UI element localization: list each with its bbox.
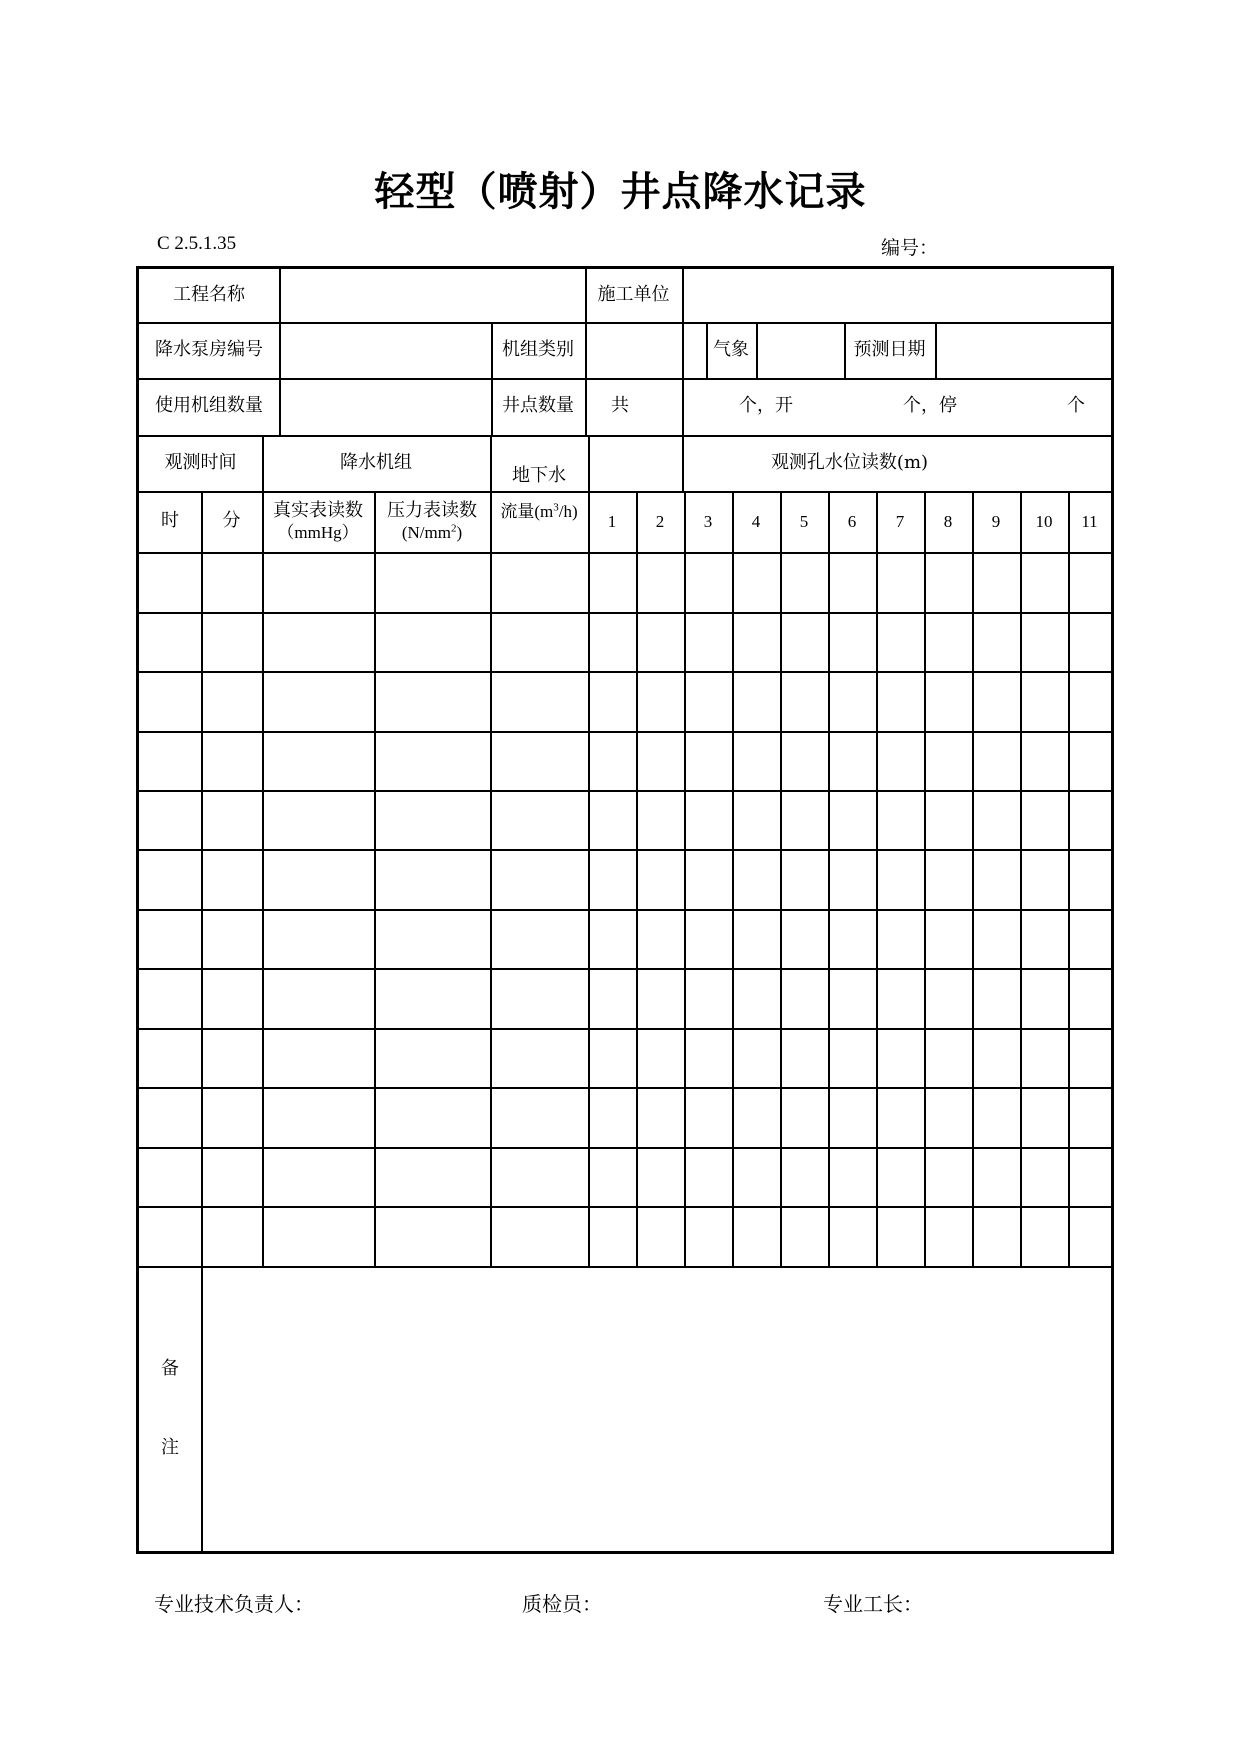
hole-2-header: 2 [655, 511, 665, 531]
well-unit-suffix: 个 [1067, 395, 1085, 417]
data-rows-area[interactable] [139, 552, 1111, 1266]
vacuum-reading-header [262, 491, 374, 552]
hole-3-header: 3 [703, 511, 713, 531]
record-table [136, 266, 1114, 1554]
unit-type-field[interactable] [585, 322, 706, 378]
hole-7-header: 7 [895, 511, 905, 531]
pressure-label: 压力表读数 [387, 499, 477, 521]
weather-field[interactable] [756, 322, 844, 378]
tech-lead-signature-label: 专业技术负责人： [154, 1592, 314, 1616]
forecast-date-label: 预测日期 [853, 338, 926, 360]
hole-5-header: 5 [799, 511, 809, 531]
observe-time-header: 观测时间 [164, 451, 237, 473]
well-total-label: 共 [611, 395, 629, 417]
construction-unit-field[interactable] [682, 269, 1111, 322]
minute-header: 分 [222, 510, 241, 532]
remarks-field[interactable] [201, 1266, 1111, 1551]
vacuum-label: 真实表读数 [273, 499, 363, 521]
weather-label: 气象 [713, 338, 749, 360]
hole-10-header: 10 [1035, 511, 1053, 531]
hole-8-header: 8 [943, 511, 953, 531]
groundwater-flow-header [490, 435, 588, 552]
inspector-signature-label: 质检员： [522, 1592, 602, 1616]
hole-1-header: 1 [607, 511, 617, 531]
units-used-label: 使用机组数量 [155, 395, 263, 417]
hour-header: 时 [161, 510, 179, 532]
hole-readings-header: 观测孔水位读数(m) [770, 451, 929, 473]
forecast-date-field[interactable] [935, 322, 1111, 378]
project-name-field[interactable] [279, 269, 585, 322]
hole-11-header: 11 [1081, 511, 1098, 531]
foreman-signature-label: 专业工长： [823, 1592, 923, 1616]
hole-9-header: 9 [991, 511, 1001, 531]
well-open-label: 个，开 [739, 395, 793, 417]
pressure-unit: $(N/mm^2)$ [401, 522, 463, 543]
well-count-label: 井点数量 [502, 395, 574, 417]
units-used-field[interactable] [279, 378, 491, 435]
pump-room-no-field[interactable] [279, 322, 491, 378]
hole-4-header: 4 [751, 511, 761, 531]
pressure-reading-header [374, 491, 490, 552]
vacuum-unit: （mmHg） [277, 523, 359, 543]
project-name-label: 工程名称 [173, 284, 245, 306]
flow-label: 流量$(m^3/h)$ [500, 501, 578, 522]
well-count-field[interactable] [585, 378, 1111, 435]
pump-room-no-label: 降水泵房编号 [155, 338, 263, 360]
unit-type-label: 机组类别 [502, 338, 574, 360]
groundwater-label: 地下水 [512, 464, 566, 486]
remarks-char-1: 备 [161, 1358, 179, 1379]
hole-6-header: 6 [847, 511, 857, 531]
remarks-label [139, 1266, 201, 1551]
construction-unit-label: 施工单位 [597, 284, 670, 306]
document-title: 轻型（喷射）井点降水记录 [374, 168, 867, 215]
remarks-char-2: 注 [161, 1436, 179, 1458]
dewatering-unit-header: 降水机组 [340, 451, 412, 473]
form-code: C 2.5.1.35 [157, 233, 237, 254]
number-label: 编号： [881, 237, 939, 259]
well-stop-label: 个，停 [903, 395, 957, 417]
